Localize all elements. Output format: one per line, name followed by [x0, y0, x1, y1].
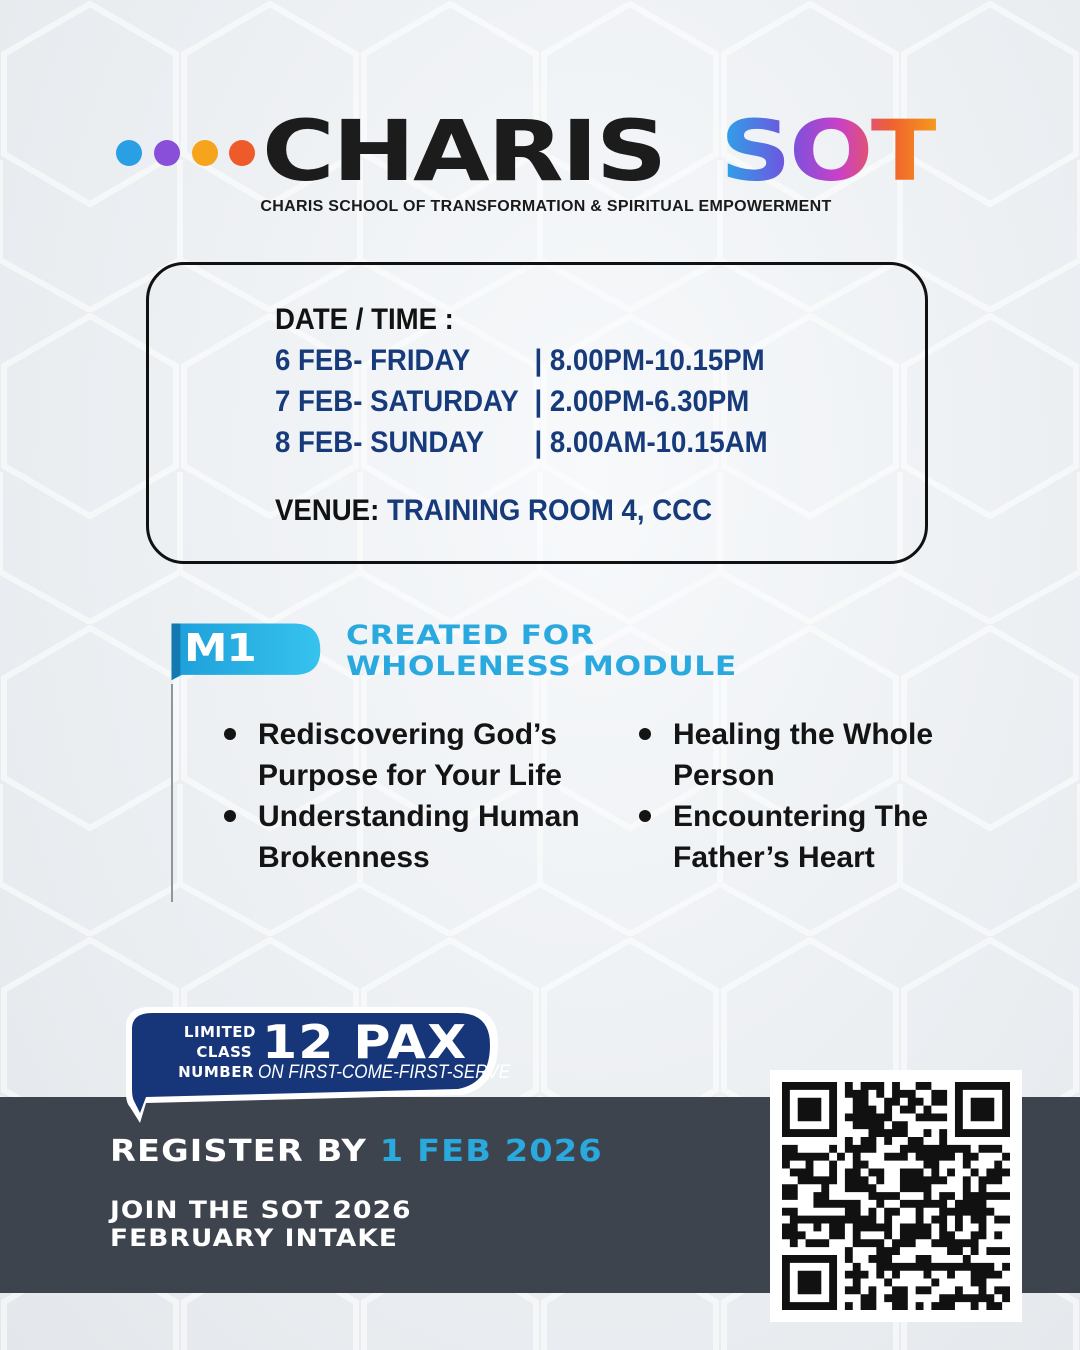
- capacity-label-1: LIMITED: [183, 1023, 256, 1041]
- logo-name-sot: SOT: [720, 102, 937, 200]
- topics-left: [222, 714, 602, 878]
- logo-dot-blue: [116, 140, 142, 166]
- schedule-day: 7 FEB- SATURDAY: [275, 385, 519, 418]
- logo-dot-red: [229, 140, 255, 166]
- schedule-day: 6 FEB- FRIDAY: [275, 344, 471, 377]
- register-deadline: [110, 1134, 603, 1169]
- venue-label: VENUE:: [275, 494, 380, 527]
- schedule-row: [275, 340, 768, 381]
- schedule-row: [275, 422, 768, 463]
- capacity-label-3: NUMBER: [178, 1063, 254, 1081]
- schedule-heading: DATE / TIME :: [275, 303, 454, 336]
- venue-value: TRAINING ROOM 4, CCC: [386, 494, 713, 527]
- venue-row: [275, 490, 768, 531]
- module-code: M1: [184, 626, 256, 670]
- topics-right: [637, 714, 967, 878]
- qr-code[interactable]: [770, 1070, 1022, 1322]
- logo: [112, 102, 982, 202]
- module-title: [346, 620, 737, 682]
- schedule-box: [146, 262, 928, 564]
- capacity-label-2: CLASS: [196, 1043, 252, 1061]
- schedule-row: [275, 381, 768, 422]
- module-divider: [171, 684, 173, 902]
- schedule-text: [275, 299, 768, 531]
- qr-code-icon: [782, 1082, 1010, 1310]
- capacity-note: ON FIRST-COME-FIRST-SERVE: [258, 1062, 511, 1083]
- module-title-line: CREATED FOR: [346, 620, 595, 651]
- list-item: Understanding Human Brokenness: [222, 796, 602, 878]
- logo-dot-purple: [154, 140, 180, 166]
- register-prefix: REGISTER BY: [110, 1134, 367, 1169]
- schedule-time: | 2.00PM-6.30PM: [534, 385, 750, 418]
- school-subtitle: CHARIS SCHOOL OF TRANSFORMATION & SPIRITUAL EMPOWERMENT: [260, 198, 832, 215]
- logo-name-charis: CHARIS: [262, 102, 665, 200]
- intake-text: [110, 1196, 412, 1252]
- module-title-line: WHOLENESS MODULE: [346, 651, 737, 682]
- schedule-time: | 8.00AM-10.15AM: [534, 426, 768, 459]
- schedule-time: | 8.00PM-10.15PM: [534, 344, 765, 377]
- capacity-count: 12 PAX: [262, 1015, 468, 1069]
- intake-line: FEBRUARY INTAKE: [110, 1224, 399, 1252]
- intake-line: JOIN THE SOT 2026: [110, 1196, 412, 1224]
- schedule-day: 8 FEB- SUNDAY: [275, 426, 485, 459]
- logo-dot-orange: [192, 140, 218, 166]
- register-date: 1 FEB 2026: [379, 1134, 603, 1169]
- list-item: Healing the Whole Person: [637, 714, 967, 796]
- list-item: Encountering The Father’s Heart: [637, 796, 967, 878]
- list-item: Rediscovering God’s Purpose for Your Life: [222, 714, 602, 796]
